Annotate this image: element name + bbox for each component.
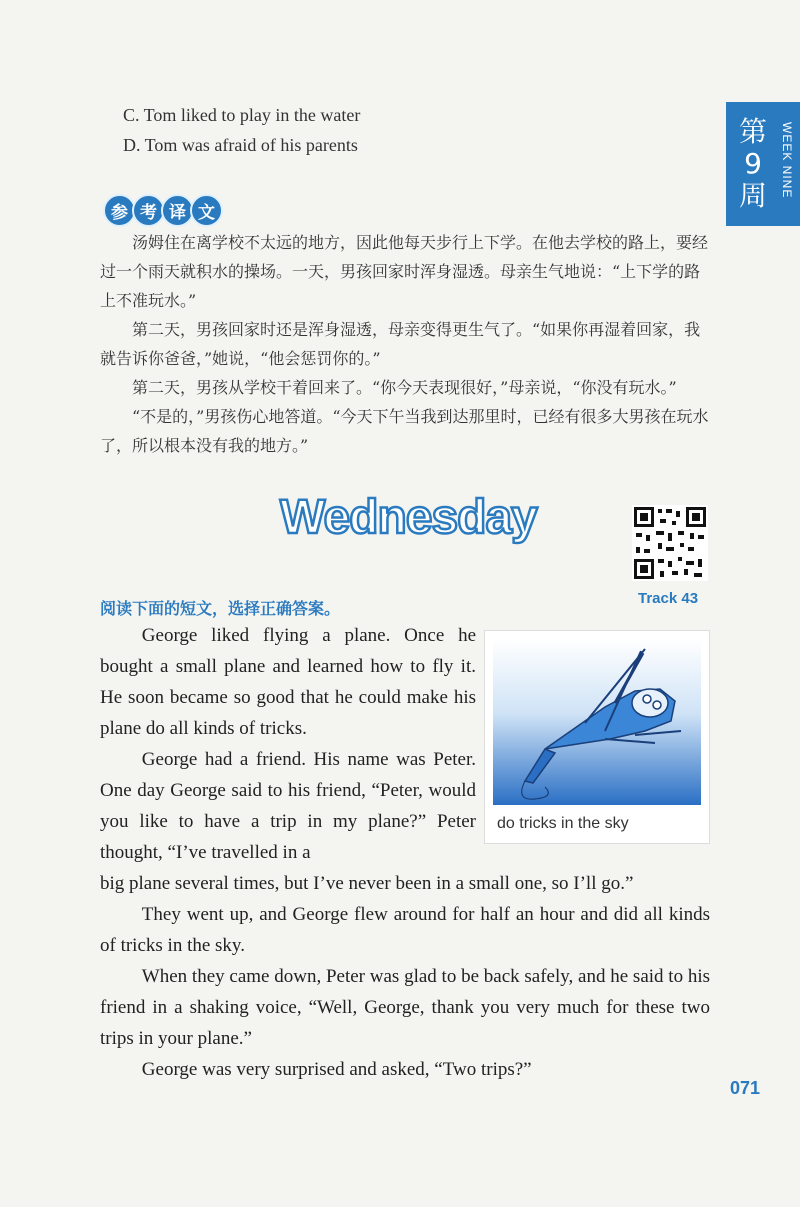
- track-label: Track 43: [638, 590, 699, 607]
- badge-char: 考: [132, 194, 165, 227]
- week-tab-en: WEEK NINE: [780, 122, 794, 199]
- story-paragraph: George liked flying a plane. Once he bought a small plane and learned how to fly it. He soon became so good that he could make his plane do all kinds of tricks.: [100, 625, 476, 739]
- story-paragraph: When they came down, Peter was glad to be back safely, and he said to his friend in a shaking voice, “Well, George, thank you very much for these two trips in your plane.”: [100, 966, 710, 1049]
- badge-char: 译: [161, 194, 194, 227]
- badge-char: 文: [190, 194, 223, 227]
- week-tab-cn: 第9周: [738, 115, 767, 212]
- translation-paragraph: 第二天，男孩回家时还是浑身湿透，母亲变得更生气了。“如果你再湿着回家，我就告诉你爸爸，”她说，“他会惩罚你的。”: [100, 320, 701, 368]
- story-paragraph: George was very surprised and asked, “Two trips?”: [141, 1059, 532, 1080]
- instruction: 阅读下面的短文，选择正确答案。: [100, 599, 341, 618]
- section-title: Wednesday: [280, 491, 537, 544]
- story-text: [100, 620, 710, 1085]
- translation-paragraph: 第二天，男孩从学校干着回来了。“你今天表现很好，”母亲说，“你没有玩水。”: [132, 378, 677, 397]
- translation-paragraph: “不是的，”男孩伤心地答道。“今天下午当我到达那里时，已经有很多大男孩在玩水了，所以根本没有我的地方。”: [100, 407, 709, 455]
- translation-paragraph: 汤姆住在离学校不太远的地方，因此他每天步行上下学。在他去学校的路上，要经过一个雨天就积水的操场。一天，男孩回家时浑身湿透。母亲生气地说：“上下学的路上不准玩水。”: [100, 233, 709, 310]
- option-d: D. Tom was afraid of his parents: [123, 135, 358, 155]
- translation-text: [100, 228, 710, 460]
- story-paragraph: George had a friend. His name was Peter. One day George said to his friend, “Peter, would you like to have a trip in my plane?” Peter thought, “I’ve travelled in a: [100, 749, 476, 863]
- story-paragraph: big plane several times, but I’ve never been in a small one, so I’ll go.”: [100, 873, 634, 894]
- answer-options: [123, 100, 360, 160]
- badge-char: 参: [103, 194, 136, 227]
- qr-code-icon[interactable]: [632, 505, 708, 581]
- page-number: 071: [730, 1078, 761, 1098]
- illustration-caption: do tricks in the sky: [497, 815, 629, 832]
- option-c: C. Tom liked to play in the water: [123, 105, 361, 125]
- week-tab: [726, 102, 800, 226]
- story-paragraph: They went up, and George flew around for half an hour and did all kinds of tricks in the sky.: [100, 904, 710, 956]
- reference-translation-badge: [103, 194, 219, 226]
